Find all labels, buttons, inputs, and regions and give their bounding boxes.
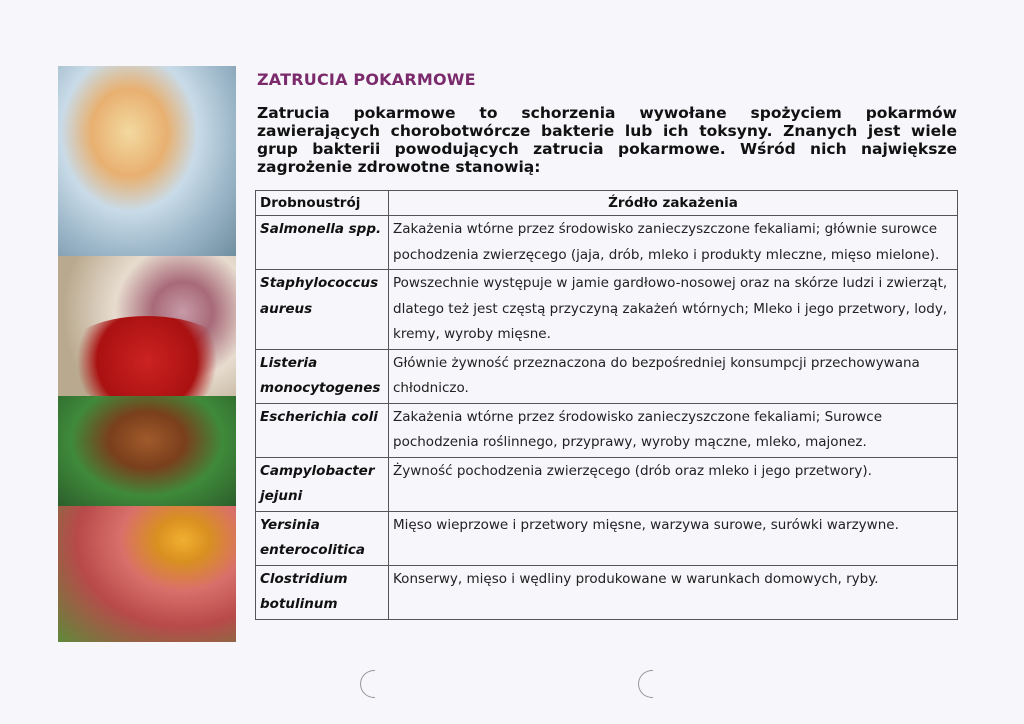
organism-cell: Staphylococcus aureus xyxy=(256,270,389,350)
table-header-row xyxy=(256,191,958,216)
source-cell: Zakażenia wtórne przez środowisko zanieczyszczone fekaliami; Surowce pochodzenia roślinnego, przyprawy, wyroby mączne, mleko, majonez. xyxy=(389,403,958,457)
punch-hole-mark xyxy=(360,670,375,698)
table-row xyxy=(256,349,958,403)
cold-meats-photo xyxy=(58,506,236,642)
organism-cell: Yersinia enterocolitica xyxy=(256,511,389,565)
punch-hole-mark xyxy=(638,670,653,698)
table-row xyxy=(256,511,958,565)
bacteria-table xyxy=(255,190,958,620)
table-row xyxy=(256,216,958,270)
table-row xyxy=(256,270,958,350)
organism-cell: Listeria monocytogenes xyxy=(256,349,389,403)
header-source: Źródło zakażenia xyxy=(389,191,958,216)
source-cell: Powszechnie występuje w jamie gardłowo-nosowej oraz na skórze ludzi i zwierząt, dlatego też jest częstą przyczyną zakażeń wtórnych; Mleko i jego przetwory, lody, kremy, wyroby mięsne. xyxy=(389,270,958,350)
dessert-photo xyxy=(58,66,236,256)
organism-cell: Clostridium botulinum xyxy=(256,565,389,619)
source-cell: Żywność pochodzenia zwierzęcego (drób oraz mleko i jego przetwory). xyxy=(389,457,958,511)
table-row xyxy=(256,403,958,457)
organism-cell: Campylobacter jejuni xyxy=(256,457,389,511)
source-cell: Głównie żywność przeznaczona do bezpośredniej konsumpcji przechowywana chłodniczo. xyxy=(389,349,958,403)
source-cell: Mięso wieprzowe i przetwory mięsne, warzywa surowe, surówki warzywne. xyxy=(389,511,958,565)
roast-duck-photo xyxy=(58,396,236,506)
table-row xyxy=(256,457,958,511)
organism-cell: Salmonella spp. xyxy=(256,216,389,270)
table-row xyxy=(256,565,958,619)
source-cell: Zakażenia wtórne przez środowisko zanieczyszczone fekaliami; głównie surowce pochodzenia zwierzęcego (jaja, drób, mleko i produkty mleczne, mięso mielone). xyxy=(389,216,958,270)
source-cell: Konserwy, mięso i wędliny produkowane w warunkach domowych, ryby. xyxy=(389,565,958,619)
organism-cell: Escherichia coli xyxy=(256,403,389,457)
strawberries-photo xyxy=(58,316,236,406)
food-photo-collage xyxy=(58,66,236,642)
header-organism: Drobnoustrój xyxy=(256,191,389,216)
page-title: ZATRUCIA POKARMOWE xyxy=(257,70,476,89)
intro-paragraph: Zatrucia pokarmowe to schorzenia wywołane spożyciem pokarmów zawierających chorobotwórcze bakterie lub ich toksyny. Znanych jest wiele grup bakterii powodujących zatrucia pokarmowe. Wśród nich największe zagrożenie zdrowotne stanowią: xyxy=(257,104,957,176)
